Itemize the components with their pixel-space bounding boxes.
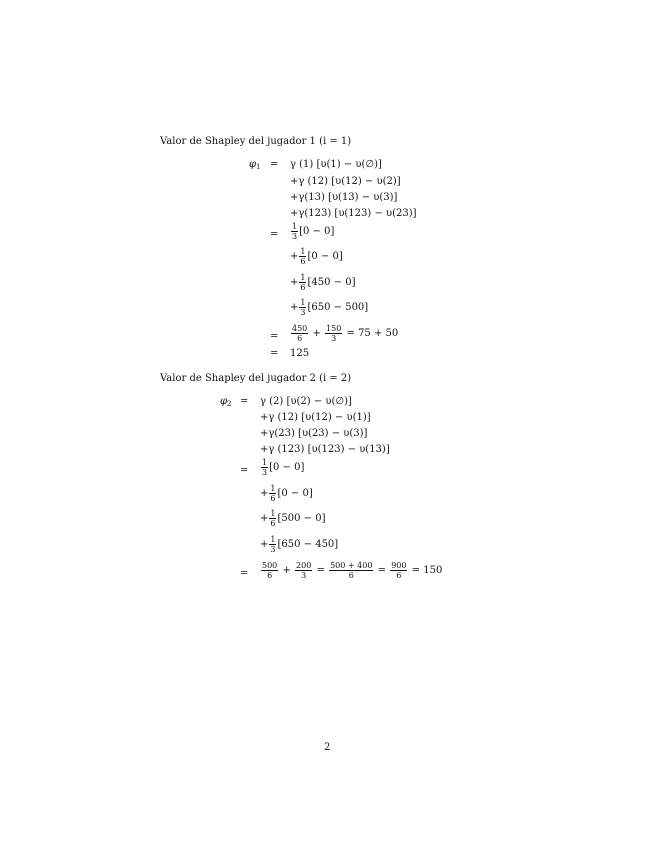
section1-heading: Valor de Shapley del jugador 1 (i = 1) (160, 136, 352, 147)
fraction-term (260, 509, 325, 528)
bracket-expression: [0 − 0] (277, 488, 313, 499)
term-line: γ (2) [υ(2) − υ(∅)] (260, 396, 352, 407)
fraction-term (290, 222, 334, 241)
term-line: +γ(123) [υ(123) − υ(23)] (290, 208, 417, 219)
bracket-expression: [650 − 450] (277, 539, 339, 550)
equals-sign: = (270, 331, 279, 342)
term-prefix: + (260, 539, 269, 550)
fraction (299, 273, 306, 292)
fraction-term (260, 484, 313, 503)
equals-sign: = (240, 568, 249, 579)
sum-tail: = 150 (411, 565, 443, 576)
equals-sign: = (377, 565, 386, 576)
fraction-numerator: 1 (270, 484, 276, 493)
page-number: 2 (324, 742, 331, 753)
fraction-numerator: 200 (296, 561, 312, 570)
result-value: 125 (290, 348, 310, 359)
fraction-numerator: 1 (270, 535, 276, 544)
plus-sign: + (282, 565, 291, 576)
fraction-denominator: 6 (291, 333, 308, 343)
sum-line (290, 324, 398, 343)
fraction (390, 561, 407, 580)
term-prefix: + (260, 513, 269, 524)
fraction (269, 509, 276, 528)
phi-symbol: φ (220, 396, 228, 407)
term-line: +γ(13) [υ(13) − υ(3)] (290, 192, 398, 203)
term-line: +γ (12) [υ(12) − υ(2)] (290, 176, 401, 187)
bracket-expression: [500 − 0] (277, 513, 326, 524)
sum-tail: = 75 + 50 (346, 328, 399, 339)
term-prefix: + (290, 277, 299, 288)
fraction (269, 484, 276, 503)
fraction (299, 298, 306, 317)
fraction-numerator: 1 (300, 273, 306, 282)
fraction (261, 561, 278, 580)
fraction-term (290, 273, 355, 292)
fraction-numerator: 1 (292, 222, 298, 231)
fraction-term (290, 247, 343, 266)
plus-sign: + (312, 328, 321, 339)
fraction-denominator: 3 (270, 545, 276, 554)
bracket-expression: [0 − 0] (299, 226, 335, 237)
fraction-denominator: 3 (292, 232, 298, 241)
fraction-denominator: 3 (295, 570, 312, 580)
fraction (261, 458, 268, 477)
fraction-denominator: 6 (329, 570, 373, 580)
fraction-denominator: 6 (270, 519, 276, 528)
equals-sign: = (270, 159, 279, 170)
fraction-numerator: 1 (270, 509, 276, 518)
fraction-denominator: 6 (300, 257, 306, 266)
phi-subscript: 2 (227, 400, 232, 408)
equals-sign: = (270, 348, 279, 359)
fraction-numerator: 450 (292, 324, 308, 333)
term-prefix: + (290, 302, 299, 313)
fraction (291, 222, 298, 241)
equals-sign: = (240, 465, 249, 476)
fraction (295, 561, 312, 580)
fraction-term (260, 535, 338, 554)
term-line: +γ (123) [υ(123) − υ(13)] (260, 444, 390, 455)
fraction-numerator: 1 (262, 458, 268, 467)
fraction-denominator: 6 (300, 283, 306, 292)
fraction-numerator: 500 + 400 (330, 561, 373, 570)
section2-heading: Valor de Shapley del jugador 2 (i = 2) (160, 373, 352, 384)
fraction-denominator: 6 (390, 570, 407, 580)
phi1-lhs (249, 159, 260, 173)
sum-line (260, 561, 442, 580)
term-line: γ (1) [υ(1) − υ(∅)] (290, 159, 382, 170)
term-prefix: + (260, 488, 269, 499)
fraction (325, 324, 342, 343)
phi-symbol: φ (249, 159, 257, 170)
equals-sign: = (240, 396, 249, 407)
fraction (291, 324, 308, 343)
fraction-denominator: 3 (262, 468, 268, 477)
term-prefix: + (290, 251, 299, 262)
term-line: +γ(23) [υ(23) − υ(3)] (260, 428, 368, 439)
fraction-denominator: 3 (325, 333, 342, 343)
fraction-numerator: 1 (300, 247, 306, 256)
term-line: +γ (12) [υ(12) − υ(1)] (260, 412, 371, 423)
phi-subscript: 1 (256, 163, 261, 171)
bracket-expression: [0 − 0] (307, 251, 343, 262)
fraction (329, 561, 373, 580)
equals-sign: = (316, 565, 325, 576)
fraction-numerator: 150 (326, 324, 342, 333)
equals-sign: = (270, 229, 279, 240)
fraction (269, 535, 276, 554)
fraction-denominator: 3 (300, 308, 306, 317)
fraction-numerator: 1 (300, 298, 306, 307)
fraction-numerator: 500 (262, 561, 278, 570)
bracket-expression: [0 − 0] (269, 462, 305, 473)
fraction-denominator: 6 (261, 570, 278, 580)
fraction-term (290, 298, 368, 317)
bracket-expression: [650 − 500] (307, 302, 369, 313)
fraction-denominator: 6 (270, 494, 276, 503)
bracket-expression: [450 − 0] (307, 277, 356, 288)
fraction (299, 247, 306, 266)
fraction-numerator: 900 (391, 561, 407, 570)
fraction-term (260, 458, 304, 477)
phi2-lhs (220, 396, 231, 410)
